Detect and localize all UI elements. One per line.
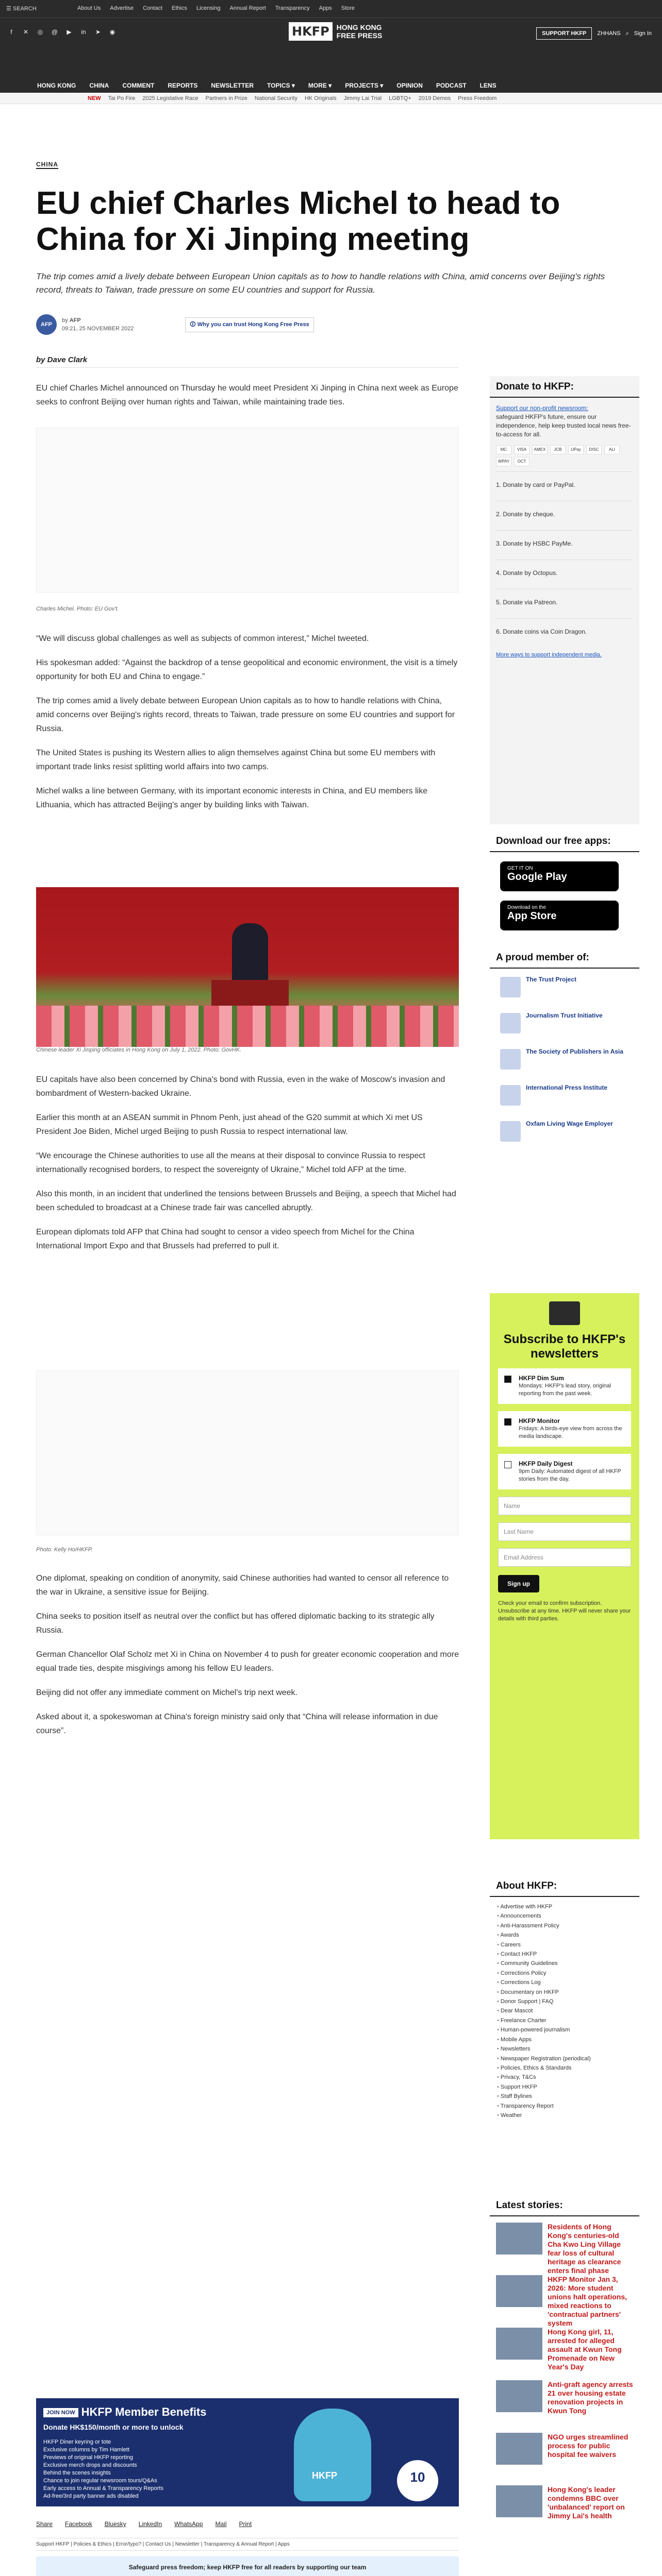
trending-link[interactable]: Press Freedom: [458, 95, 497, 101]
paragraph: German Chancellor Olaf Scholz met Xi in China on November 4 to push for greater economic cooperation and more equal trade ties, despite misgivings among his fellow EU leaders.: [36, 1650, 459, 1673]
apps-panel: [490, 831, 639, 934]
story-thumbnail[interactable]: [496, 2223, 542, 2255]
story-headline[interactable]: Anti-graft agency arrests 21 over housing estate renovation projects in Kwun Tong: [548, 2380, 633, 2415]
about-link[interactable]: • Documentary on HKFP: [497, 1988, 632, 1997]
membership-panel: [490, 947, 639, 1163]
member-logo[interactable]: Oxfam Living Wage Employer: [500, 1120, 629, 1147]
paragraph: Earlier this month at an ASEAN summit in Phnom Penh, just ahead of the G20 summit at which Xi met US President Joe Biden, Michel urged Beijing to push Russia to respect international law.: [36, 1113, 423, 1136]
promo-subtitle: Donate HK$150/month or more to unlock: [43, 2423, 184, 2431]
trending-link[interactable]: HK Originals: [304, 95, 337, 101]
paragraph: Also this month, in an incident that underlined the tensions between Brussels and Beijing, a speech that Michel had been scheduled to broadcast at a Chinese trade fair was cancelled abruptly.: [36, 1190, 456, 1212]
publish-date: 09:21, 25 NOVEMBER 2022: [62, 326, 134, 332]
byline-meta: by AFP 09:21, 25 NOVEMBER 2022: [62, 317, 134, 332]
stories-heading: Latest stories:: [490, 2195, 639, 2216]
tweet-embed[interactable]: [36, 428, 459, 592]
instagram-icon[interactable]: ◎: [37, 28, 43, 36]
about-link[interactable]: • Freelance Charter: [497, 2016, 632, 2025]
paragraph: European diplomats told AFP that China had sought to censor a video speech from Michel for the China International Import Expo and that Brussels had preferred to pull it.: [36, 1228, 415, 1250]
trust-link[interactable]: 🛈 Why you can trust Hong Kong Free Press: [185, 317, 313, 332]
member-benefits-promo[interactable]: [36, 2398, 459, 2506]
anniversary-badge: 10: [397, 2460, 438, 2501]
logo-mark: HKFP: [289, 22, 333, 41]
app-store-button[interactable]: Download on the App Store: [500, 901, 619, 930]
story-thumbnail[interactable]: [496, 2433, 542, 2465]
about-link[interactable]: • Community Guidelines: [497, 1959, 632, 1968]
flower-display: [36, 1006, 459, 1047]
story-thumbnail[interactable]: [496, 2328, 542, 2360]
share-mail[interactable]: Mail: [215, 2520, 227, 2528]
promo-title: JOIN NOW HKFP Member Benefits: [43, 2405, 207, 2419]
agency-name[interactable]: AFP: [69, 317, 81, 324]
perk-item: Behind the scenes insights: [43, 2470, 111, 2476]
search-icon[interactable]: ⌕: [625, 30, 629, 37]
utility-link[interactable]: Contact: [143, 5, 163, 11]
perk-item: Exclusive columns by Tim Hamlett: [43, 2447, 129, 2453]
first-name-input[interactable]: Name: [498, 1497, 631, 1515]
search-menu-button[interactable]: ☰ SEARCH: [6, 6, 37, 12]
new-badge: NEW: [88, 95, 101, 101]
main-nav: [0, 77, 662, 93]
paragraph: “We will discuss global challenges as well as subjects of common interest,” Michel tweeted.: [36, 634, 369, 643]
perk-list: [43, 2438, 163, 2500]
card-logo: ALI: [604, 445, 620, 454]
card-logo: JCB: [550, 445, 566, 454]
trending-link[interactable]: 2019 Demos: [418, 95, 451, 101]
about-link[interactable]: • Newspaper Registration (periodical): [497, 2054, 632, 2063]
paragraph: The United States is pushing its Western allies to align themselves against China but some EU members with important trade links resist splitting world affairs into two camps.: [36, 749, 436, 771]
nav-item[interactable]: OPINION: [396, 82, 423, 89]
about-heading: About HKFP:: [490, 1875, 639, 1897]
share-label: Share: [36, 2520, 53, 2528]
card-logo: OCT: [514, 457, 529, 466]
story-item[interactable]: [490, 2216, 639, 2275]
story-headline[interactable]: Residents of Hong Kong's centuries-old Cha Kwo Ling Village fear loss of cultural heritage as clearance enters final phase: [548, 2223, 621, 2275]
about-link[interactable]: • Anti-Harassment Policy: [497, 1921, 632, 1930]
paragraph: China seeks to position itself as neutral over the conflict but has offered diplomatic backing to its strategic ally Russia.: [36, 1612, 435, 1635]
speaker-figure: [232, 923, 268, 985]
donate-option[interactable]: 6. Donate coins via Coin Dragon.: [496, 618, 633, 642]
email-input[interactable]: Email Address: [498, 1548, 631, 1567]
header-actions: [536, 27, 652, 40]
article-body-part-4: [36, 1571, 459, 1748]
utility-link[interactable]: Annual Report: [229, 5, 266, 11]
about-link[interactable]: • Transparency Report: [497, 2102, 632, 2111]
nav-item[interactable]: HONG KONG: [37, 82, 76, 89]
card-logo: UPay: [568, 445, 584, 454]
about-link[interactable]: • Donor Support | FAQ: [497, 1997, 632, 2006]
x-icon[interactable]: ✕: [23, 28, 29, 36]
about-link[interactable]: • Corrections Policy: [497, 1969, 632, 1978]
utility-links: [77, 5, 355, 11]
paragraph: One diplomat, speaking on condition of anonymity, said Chinese authorities had wanted to censor all reference to the war in Ukraine, a sensitive issue for Beijing.: [36, 1574, 449, 1597]
utility-link[interactable]: Ethics: [172, 5, 187, 11]
category-kicker[interactable]: CHINA: [36, 161, 58, 168]
more-ways-link[interactable]: More ways to support independent media.: [496, 652, 602, 658]
member-logos: [490, 969, 639, 1163]
story-item[interactable]: [490, 2427, 639, 2479]
byline: [36, 314, 314, 335]
support-button[interactable]: SUPPORT HKFP: [536, 27, 592, 40]
story-item[interactable]: [490, 2269, 639, 2327]
perk-item: HKFP Diner keyring or tote: [43, 2439, 111, 2445]
paragraph: “We encourage the Chinese authorities to use all the means at their disposal to convince Russia to respect internationally recognised borders, to respect the sovereignty of Ukraine,” Michel told AFP at the time.: [36, 1151, 425, 1174]
last-name-input[interactable]: Last Name: [498, 1522, 631, 1541]
story-headline[interactable]: NGO urges streamlined process for public hospital fee waivers: [548, 2433, 628, 2459]
card-logo: WPAY: [496, 457, 511, 466]
about-link[interactable]: • Contact HKFP: [497, 1950, 632, 1959]
paragraph: Beijing did not offer any immediate comment on Michel's trip next week.: [36, 1688, 297, 1697]
article-author: by Dave Clark: [36, 355, 459, 368]
latest-stories-panel: [490, 2195, 639, 2532]
google-play-button[interactable]: GET IT ON Google Play: [500, 861, 619, 891]
checkbox-checked[interactable]: [504, 1418, 511, 1426]
image-caption: Charles Michel. Photo: EU Gov't.: [36, 606, 119, 612]
perk-item: Early access to Annual & Transparency Reports: [43, 2485, 163, 2492]
paragraph: His spokesman added: “Against the backdrop of a tense geopolitical and economic environment, the visit is a timely opportunity for both EU and China to engage.”: [36, 658, 458, 681]
donate-option[interactable]: 1. Donate by card or PayPal.: [496, 471, 633, 496]
member-logo[interactable]: Journalism Trust Initiative: [500, 1012, 629, 1039]
perk-item: Previews of original HKFP reporting: [43, 2454, 134, 2461]
about-link[interactable]: • Staff Bylines: [497, 2092, 632, 2101]
mascot-illustration: [294, 2409, 371, 2501]
about-link[interactable]: • Weather: [497, 2111, 632, 2120]
utility-link[interactable]: Transparency: [275, 5, 310, 11]
trending-nav: [0, 93, 662, 104]
promo-logo: HKFP: [312, 2470, 337, 2481]
card-logos: [490, 445, 639, 466]
about-link[interactable]: • Dear Mascot: [497, 2006, 632, 2015]
donate-option[interactable]: 3. Donate by HSBC PayMe.: [496, 530, 633, 554]
social-links: [7, 28, 117, 37]
newsletter-option[interactable]: HKFP Monitor Fridays: A birds-eye view from across the media landscape.: [498, 1411, 631, 1447]
card-logo: DISC: [586, 445, 602, 454]
about-link[interactable]: • Advertise with HKFP: [497, 1902, 632, 1911]
paragraph: Asked about it, a spokeswoman at China's foreign ministry said only that “China will release information in due course”.: [36, 1713, 438, 1735]
join-chip: JOIN NOW: [43, 2408, 78, 2417]
share-linkedin[interactable]: LinkedIn: [138, 2520, 162, 2528]
article-body-part-3: [36, 1073, 459, 1263]
about-link[interactable]: • Careers: [497, 1940, 632, 1950]
card-logo: MC: [496, 445, 511, 454]
article-footer-links[interactable]: Support HKFP | Policies & Ethics | Error/typo? | Contact Us | Newsletter | Transparency & Annual Report | Apps: [36, 2538, 459, 2551]
checkbox-checked[interactable]: [504, 1376, 511, 1383]
member-logo[interactable]: The Trust Project: [500, 976, 629, 1003]
share-bluesky[interactable]: Bluesky: [104, 2520, 126, 2528]
member-logo[interactable]: International Press Institute: [500, 1084, 629, 1111]
image-caption: Chinese leader Xi Jinping officiates in Hong Kong on July 1, 2022. Photo: GovHK.: [36, 1047, 242, 1053]
telegram-icon[interactable]: ➤: [95, 28, 101, 36]
checkbox[interactable]: [504, 1461, 511, 1468]
nav-item[interactable]: CHINA: [89, 82, 109, 89]
story-thumbnail[interactable]: [496, 2380, 542, 2412]
header-spacer: [0, 47, 662, 77]
site-logo[interactable]: [289, 22, 382, 41]
nav-item[interactable]: NEWSLETTER: [211, 82, 254, 89]
share-print[interactable]: Print: [239, 2520, 252, 2528]
story-item[interactable]: [490, 2374, 639, 2427]
trending-link[interactable]: National Security: [254, 95, 297, 101]
share-facebook[interactable]: Facebook: [65, 2520, 92, 2528]
nav-item[interactable]: COMMENT: [122, 82, 155, 89]
newsletter-heading: Subscribe to HKFP's newsletters: [503, 1332, 626, 1361]
paragraph: EU chief Charles Michel announced on Thursday he would meet President Xi Jinping in China next week as Europe seeks to confront Beijing over human rights and Taiwan, while maintaining trade ties.: [36, 384, 458, 406]
donate-intro-link[interactable]: Support our non-profit newsroom:: [496, 404, 588, 412]
donate-option[interactable]: 2. Donate by cheque.: [496, 501, 633, 525]
story-item[interactable]: [490, 2321, 639, 2374]
trending-link[interactable]: 2025 Legislative Race: [142, 95, 198, 101]
about-link[interactable]: • Policies, Ethics & Standards: [497, 2063, 632, 2073]
article-title: EU chief Charles Michel to head to China for Xi Jinping meeting: [36, 185, 560, 257]
paragraph: Michel walks a line between Germany, with its important economic interests in China, and EU members like Lithuania, which has attracted Beijing's anger by building links with Taiwan.: [36, 787, 428, 809]
about-link[interactable]: • Awards: [497, 1930, 632, 1940]
xi-jinping-photo: [36, 887, 459, 1042]
signup-button[interactable]: Sign up: [498, 1575, 539, 1592]
avatar[interactable]: AFP: [36, 314, 57, 335]
donate-panel: [490, 376, 639, 824]
tweet-embed[interactable]: [36, 1370, 459, 1535]
donate-option[interactable]: 4. Donate by Octopus.: [496, 560, 633, 584]
story-headline[interactable]: HKFP Monitor Jan 3, 2026: More student unions halt operations, mixed reactions to 'contractual partners' system: [548, 2275, 627, 2327]
nav-item[interactable]: PROJECTS ▾: [345, 82, 384, 89]
site-header: [0, 18, 662, 47]
share-whatsapp[interactable]: WhatsApp: [174, 2520, 203, 2528]
rss-icon[interactable]: ◉: [109, 28, 115, 36]
nav-item[interactable]: PODCAST: [436, 82, 467, 89]
about-link[interactable]: • Support HKFP: [497, 2082, 632, 2092]
share-links: [36, 2520, 252, 2528]
about-link[interactable]: • Newsletters: [497, 2044, 632, 2054]
perk-item: Exclusive merch drops and discounts: [43, 2462, 137, 2468]
utility-bar: [0, 0, 662, 18]
about-link[interactable]: • Privacy, T&Cs: [497, 2073, 632, 2082]
nav-item[interactable]: REPORTS: [168, 82, 198, 89]
donate-option[interactable]: 5. Donate via Patreon.: [496, 589, 633, 613]
paragraph: EU capitals have also been concerned by China's bond with Russia, even in the wake of Moscow's invasion and bombardment of Western-backed Ukraine.: [36, 1075, 445, 1098]
image-caption: Photo: Kelly Ho/HKFP.: [36, 1547, 93, 1553]
about-panel: [490, 1875, 639, 2125]
trending-link[interactable]: Tai Po Fire: [108, 95, 136, 101]
about-list: [490, 1897, 639, 2125]
facebook-icon[interactable]: f: [10, 28, 12, 36]
envelope-icon: [549, 1301, 580, 1325]
linkedin-icon[interactable]: in: [81, 28, 86, 36]
trending-link[interactable]: Jimmy Lai Trial: [343, 95, 382, 101]
apps-heading: Download our free apps:: [490, 831, 639, 852]
donate-intro: Support our non-profit newsroom: safeguard HKFP's future, ensure our independence, help keep trusted local news free-to-access for all.: [496, 404, 631, 438]
card-logo: VISA: [514, 445, 529, 454]
member-logo[interactable]: The Society of Publishers in Asia: [500, 1048, 629, 1075]
story-headline[interactable]: Hong Kong girl, 11, arrested for alleged assault at Kwun Tong Promenade on New Year's Day: [548, 2328, 622, 2371]
newsletter-option[interactable]: HKFP Daily Digest 9pm Daily: Automated digest of all HKFP stories from the day.: [498, 1454, 631, 1489]
utility-link[interactable]: Store: [341, 5, 355, 11]
newsletter-option[interactable]: HKFP Dim Sum Mondays: HKFP's lead story, original reporting from the past week.: [498, 1368, 631, 1404]
story-thumbnail[interactable]: [496, 2485, 542, 2517]
language-switch[interactable]: ZHHANS: [597, 30, 621, 37]
youtube-icon[interactable]: ▶: [67, 28, 72, 36]
utility-link[interactable]: Advertise: [110, 5, 134, 11]
utility-link[interactable]: Apps: [319, 5, 332, 11]
paragraph: The trip comes amid a lively debate between European Union capitals as to how to handle relations with China, amid concerns over Beijing's rights record, threats to Taiwan, trade pressure on some EU countries and support for Russia.: [36, 697, 455, 733]
donate-heading: Donate to HKFP:: [490, 376, 639, 398]
about-link[interactable]: • Mobile Apps: [497, 2035, 632, 2044]
nav-item[interactable]: MORE ▾: [308, 82, 332, 89]
story-headline[interactable]: Hong Kong's leader condemns BBC over 'unbalanced' report on Jimmy Lai's health: [548, 2485, 625, 2520]
article-dek: The trip comes amid a lively debate between European Union capitals as to how to handle relations with China, amid concerns over Beijing's rights record, threats to Taiwan, trade pressure on some EU countries and support for Russia.: [36, 272, 605, 295]
article-body-part-1: [36, 381, 459, 419]
threads-icon[interactable]: @: [51, 28, 58, 36]
about-link[interactable]: • Announcements: [497, 1911, 632, 1921]
members-heading: A proud member of:: [490, 947, 639, 969]
newsletter-panel: [490, 1293, 639, 1839]
utility-link[interactable]: About Us: [77, 5, 101, 11]
nav-item[interactable]: TOPICS ▾: [267, 82, 295, 89]
story-item[interactable]: [490, 2479, 639, 2532]
utility-link[interactable]: Licensing: [196, 5, 221, 11]
trending-link[interactable]: LGBTQ+: [389, 95, 411, 101]
about-link[interactable]: • Human-powered journalism: [497, 2025, 632, 2035]
newsletter-note: Check your email to confirm subscription. Unsubscribe at any time. HKFP will never share your details with third parties.: [498, 1600, 631, 1622]
card-logo: AMEX: [532, 445, 548, 454]
article-body-part-2: [36, 632, 459, 822]
perk-item: Ad-free/3rd party banner ads disabled: [43, 2493, 139, 2499]
logo-wordmark: HONG KONG FREE PRESS: [336, 23, 383, 40]
safeguard-banner[interactable]: Safeguard press freedom; keep HKFP free for all readers by supporting our team: [36, 2556, 459, 2576]
trending-link[interactable]: Partners in Prize: [205, 95, 247, 101]
about-link[interactable]: • Corrections Log: [497, 1978, 632, 1987]
sign-in-link[interactable]: Sign In: [634, 30, 652, 37]
story-thumbnail[interactable]: [496, 2275, 542, 2307]
nav-item[interactable]: LENS: [479, 82, 496, 89]
perk-item: Chance to join regular newsroom tours/Q&As: [43, 2478, 157, 2484]
